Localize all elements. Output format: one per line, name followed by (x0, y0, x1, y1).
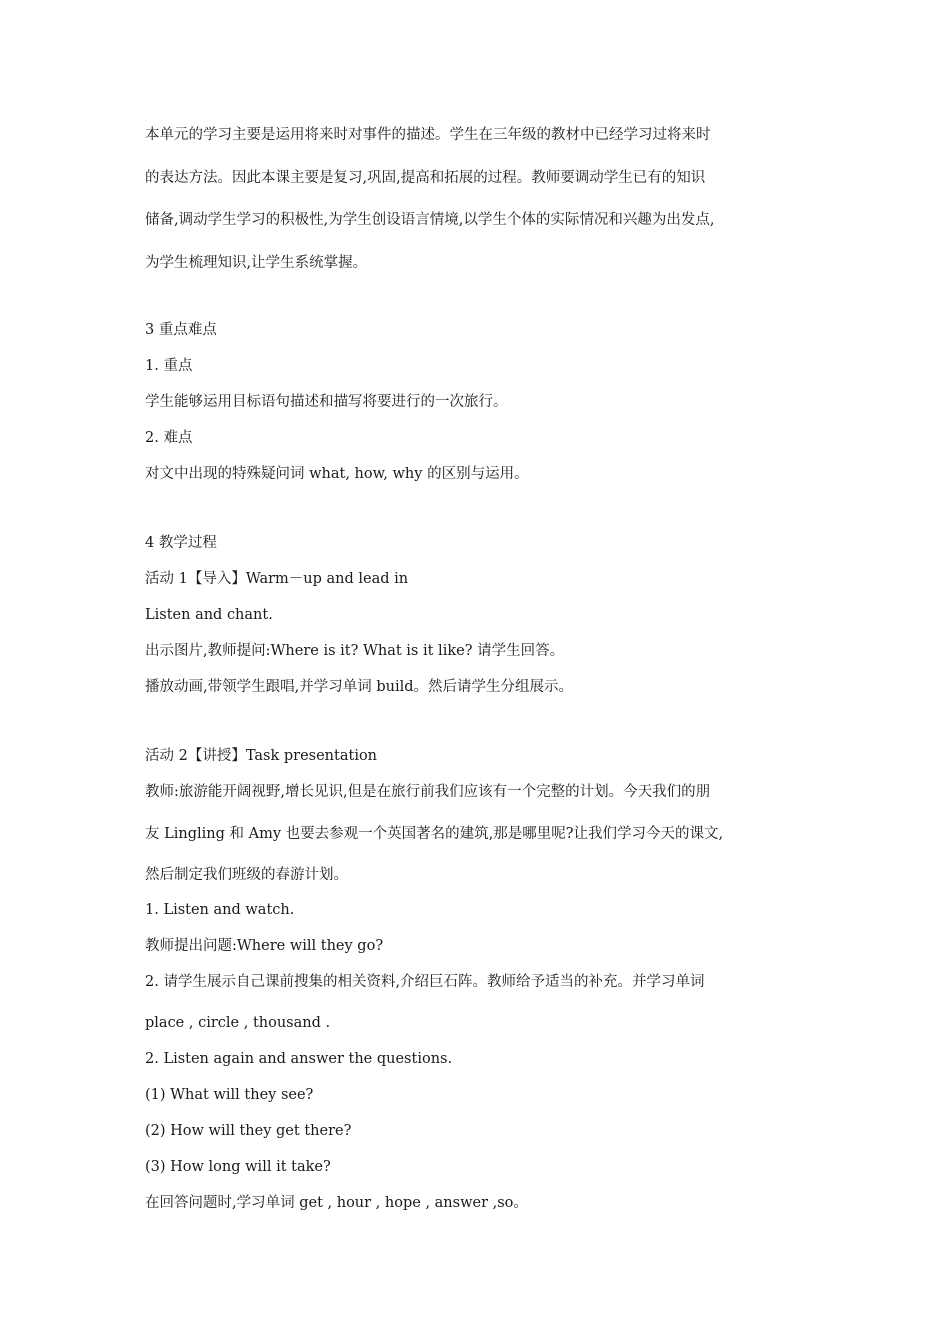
section-4-heading: 4 教学过程 (145, 535, 217, 551)
activity-2-step-3: 2. Listen again and answer the questions. (145, 1051, 453, 1067)
key-point-title: 1. 重点 (145, 358, 193, 374)
activity-1-line-3: 播放动画,带领学生跟唱,并学习单词 build。然后请学生分组展示。 (145, 679, 574, 695)
activity-1-line-1: Listen and chant. (145, 607, 273, 623)
activity-2-para-line-1: 教师:旅游能开阔视野,增长见识,但是在旅行前我们应该有一个完整的计划。今天我们的朋 (145, 784, 711, 800)
activity-1-line-2: 出示图片,教师提问:Where is it? What is it like? 请学生回答。 (145, 643, 565, 659)
activity-2-step-2-line-1: 2. 请学生展示自己课前搜集的相关资料,介绍巨石阵。教师给予适当的补充。并学习单词 (145, 974, 705, 990)
difficult-point-title: 2. 难点 (145, 430, 193, 446)
question-1: (1) What will they see? (145, 1087, 314, 1103)
activity-2-step-1: 1. Listen and watch. (145, 902, 295, 918)
intro-line-4: 为学生梳理知识,让学生系统掌握。 (145, 255, 368, 271)
question-2: (2) How will they get there? (145, 1123, 352, 1139)
difficult-point-text: 对文中出现的特殊疑问词 what, how, why 的区别与运用。 (145, 466, 529, 482)
intro-line-2: 的表达方法。因此本课主要是复习,巩固,提高和拓展的过程。教师要调动学生已有的知识 (145, 170, 706, 186)
activity-2-title: 活动 2【讲授】Task presentation (145, 748, 378, 764)
key-point-text: 学生能够运用目标语句描述和描写将要进行的一次旅行。 (145, 394, 508, 410)
activity-2-step-2-line-2: place , circle , thousand . (145, 1015, 331, 1031)
vocabulary-line: 在回答问题时,学习单词 get , hour , hope , answer ,so。 (145, 1195, 528, 1211)
activity-2-para-line-3: 然后制定我们班级的春游计划。 (145, 867, 348, 883)
activity-2-step-1-question: 教师提出问题:Where will they go? (145, 938, 384, 954)
activity-2-para-line-2: 友 Lingling 和 Amy 也要去参观一个英国著名的建筑,那是哪里呢?让我们学习今天的课文, (145, 826, 724, 842)
question-3: (3) How long will it take? (145, 1159, 331, 1175)
section-3-heading: 3 重点难点 (145, 322, 217, 338)
intro-line-1: 本单元的学习主要是运用将来时对事件的描述。学生在三年级的教材中已经学习过将来时 (145, 127, 711, 143)
intro-line-3: 储备,调动学生学习的积极性,为学生创设语言情境,以学生个体的实际情况和兴趣为出发点, (145, 212, 715, 228)
activity-1-title: 活动 1【导入】Warm－up and lead in (145, 571, 409, 587)
